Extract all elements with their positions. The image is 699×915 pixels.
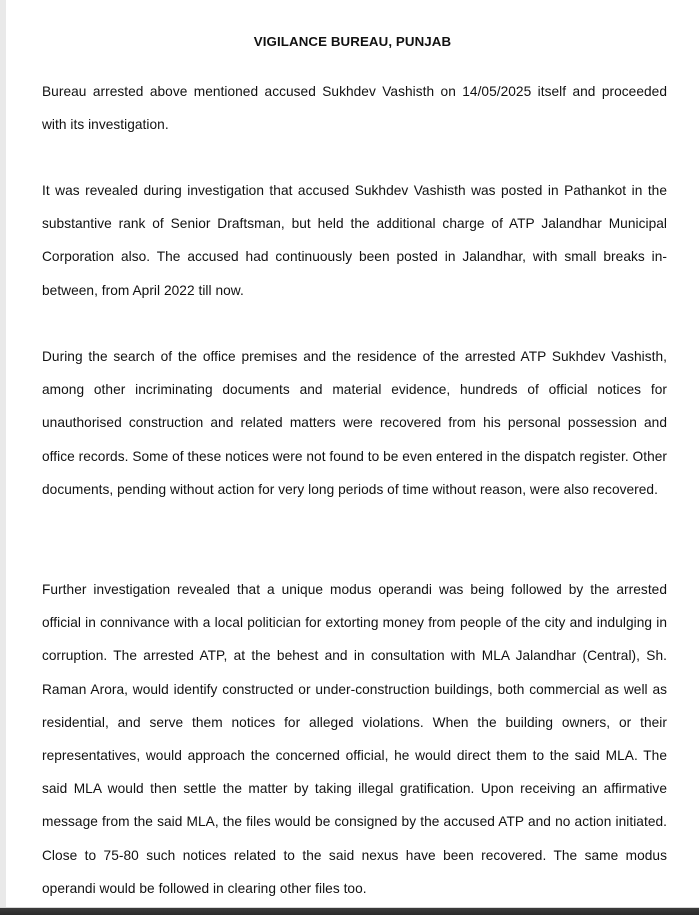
paragraph-search: During the search of the office premises and the residence of the arrested ATP Sukhdev Vashisth, among other incriminating documents and material evidence, hundreds of official notices for unauthorised construction and related matters were recovered from his personal possession and office records. Some of these notices were not found to be even entered in the dispatch register. Other documents, pending without action for very long periods of time without reason, were also recovered. (42, 349, 668, 497)
bottom-scrollbar-edge (0, 907, 699, 915)
paragraph-modus-operandi: Further investigation revealed that a unique modus operandi was being followed by the arrested official in connivance with a local politician for extorting money from people of the city and indulging in corruption. The arrested ATP, at the behest and in consultation with MLA Jalandhar (Central), Sh. Raman Arora, would identify constructed or under-construction buildings, both commercial as well as residential, and serve them notices for alleged violations. When the building owners, or their representatives, would approach the concerned official, he would direct them to the said MLA. The said MLA would then settle the matter by taking illegal gratification. Upon receiving an affirmative message from the said MLA, the files would be consigned by the accused ATP and no action initiated. Close to 75-80 such notices related to the said nexus have been recovered. The same modus operandi would be followed in clearing other files too. (42, 582, 667, 896)
paragraph-posting: It was revealed during investigation that accused Sukhdev Vashisth was posted in Pathankot in the substantive rank of Senior Draftsman, but held the additional charge of ATP Jalandhar Municipal Corporation also. The accused had continuously been posted in Jalandhar, with small breaks in-between, from April 2022 till now. (42, 183, 667, 298)
paragraph-arrest: Bureau arrested above mentioned accused Sukhdev Vashisth on 14/05/2025 itself and proceeded with its investigation. (42, 84, 667, 133)
document-title: VIGILANCE BUREAU, PUNJAB (253, 34, 452, 49)
document-page (6, 0, 699, 907)
